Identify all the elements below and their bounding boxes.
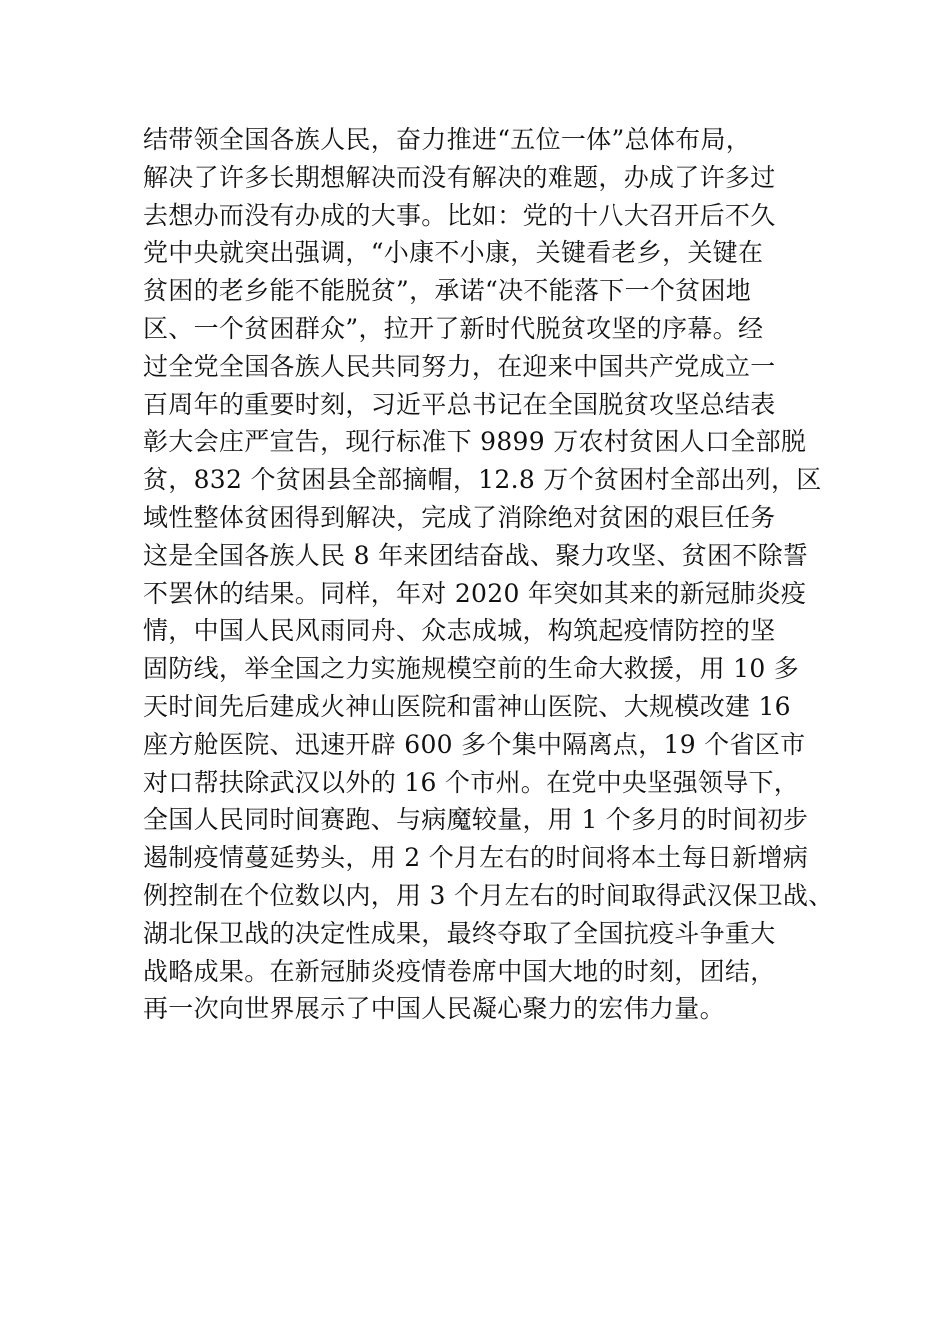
text-line: 百周年的重要时刻，习近平总书记在全国脱贫攻坚总结表: [143, 389, 776, 419]
text-line: 过全党全国各族人民共同努力，在迎来中国共产党成立一: [143, 351, 776, 381]
text-line: 解决了许多长期想解决而没有解决的难题，办成了许多过: [143, 162, 776, 192]
text-line: 情，中国人民风雨同舟、众志成城，构筑起疫情防控的坚: [143, 616, 776, 646]
text-line: 党中央就突出强调，“小康不小康，关键看老乡，关键在: [143, 238, 764, 268]
text-line: 例控制在个位数以内，用 3 个月左右的时间取得武汉保卫战、: [143, 880, 834, 910]
text-line: 座方舱医院、迅速开辟 600 多个集中隔离点，19 个省区市: [143, 729, 806, 759]
text-line: 全国人民同时间赛跑、与病魔较量，用 1 个多月的时间初步: [143, 805, 809, 835]
body-paragraph: [143, 121, 843, 1028]
text-line: 对口帮扶除武汉以外的 16 个市州。在党中央坚强领导下，: [143, 767, 800, 797]
text-line: 天时间先后建成火神山医院和雷神山医院、大规模改建 16: [143, 691, 791, 721]
text-line: 贫困的老乡能不能脱贫”，承诺“决不能落下一个贫困地: [143, 276, 752, 306]
text-line: 遏制疫情蔓延势头，用 2 个月左右的时间将本土每日新增病: [143, 843, 809, 873]
text-line: 再一次向世界展示了中国人民凝心聚力的宏伟力量。: [143, 994, 725, 1024]
text-line: 贫，832 个贫困县全部摘帽，12.8 万个贫困村全部出列，区: [143, 465, 822, 495]
text-line: 结带领全国各族人民，奋力推进“五位一体”总体布局，: [143, 125, 752, 154]
text-line: 域性整体贫困得到解决，完成了消除绝对贫困的艰巨任务: [143, 502, 776, 532]
text-line: 彰大会庄严宣告，现行标准下 9899 万农村贫困人口全部脱: [143, 427, 807, 457]
text-line: 这是全国各族人民 8 年来团结奋战、聚力攻坚、贫困不除誓: [143, 540, 809, 570]
text-line: 战略成果。在新冠肺炎疫情卷席中国大地的时刻，团结，: [143, 956, 776, 986]
text-line: 不罢休的结果。同样，年对 2020 年突如其来的新冠肺炎疫: [143, 578, 807, 608]
text-line: 固防线，举全国之力实施规模空前的生命大救援，用 10 多: [143, 654, 800, 684]
text-line: 湖北保卫战的决定性成果，最终夺取了全国抗疫斗争重大: [143, 918, 776, 948]
text-line: 区、一个贫困群众”，拉开了新时代脱贫攻坚的序幕。经: [143, 313, 764, 343]
text-line: 去想办而没有办成的大事。比如：党的十八大召开后不久: [143, 200, 776, 230]
